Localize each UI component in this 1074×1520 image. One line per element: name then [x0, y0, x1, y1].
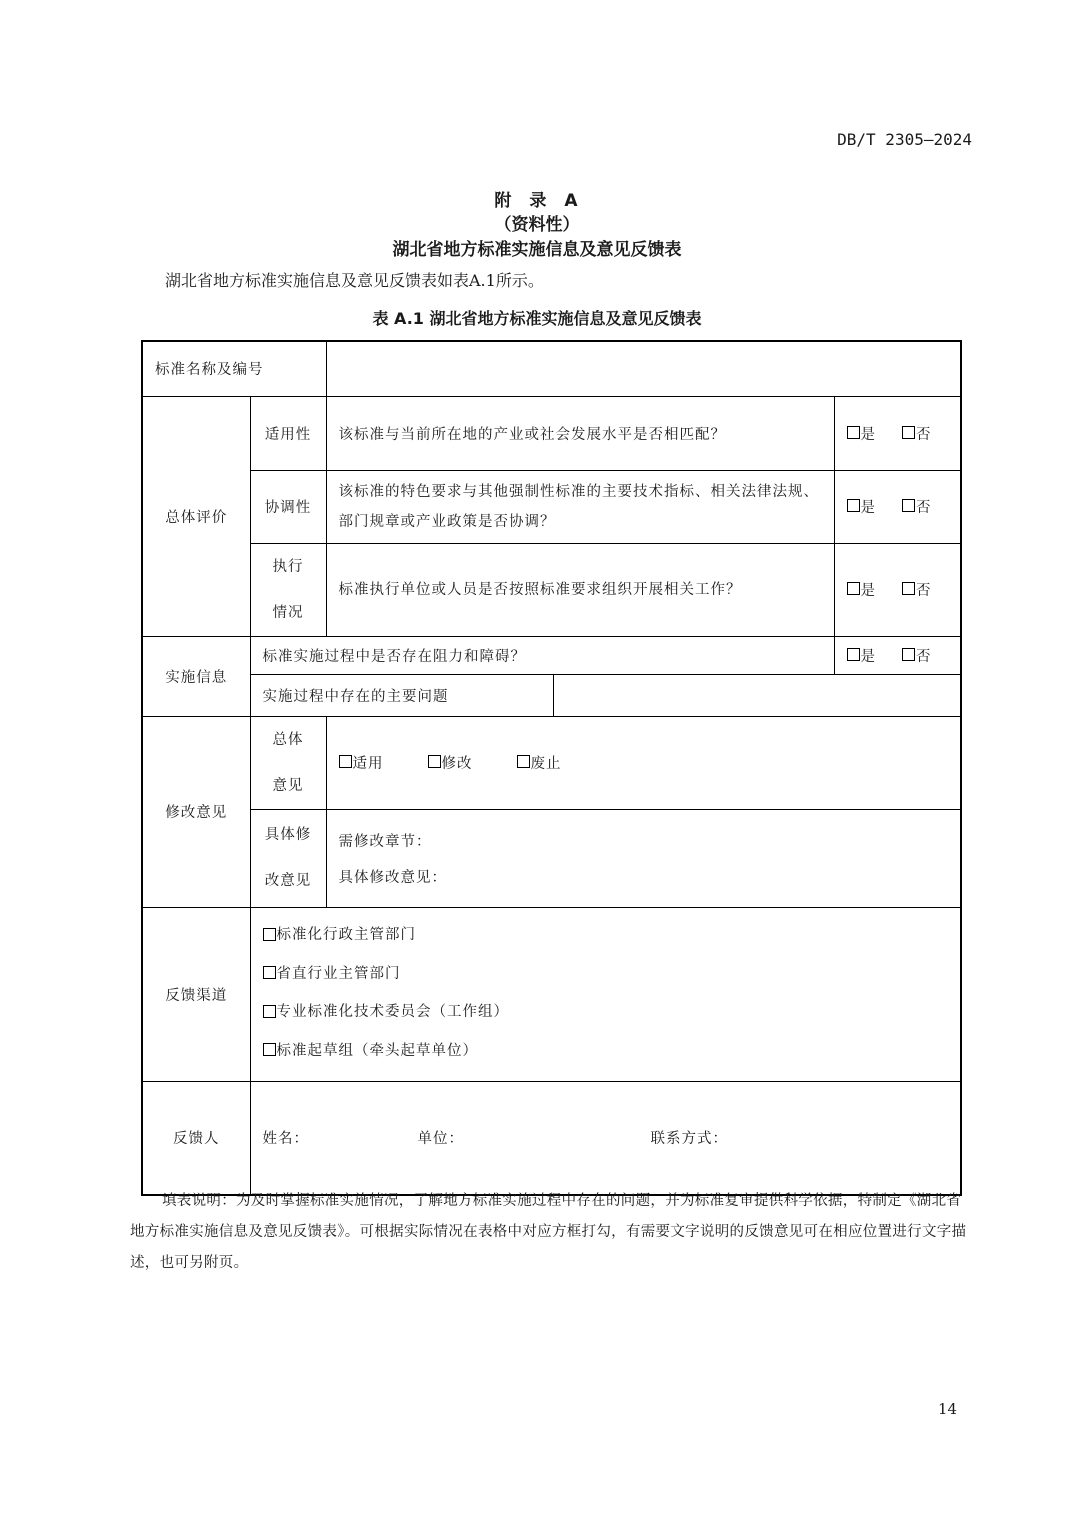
applicability-question: 该标准与当前所在地的产业或社会发展水平是否相匹配？ — [326, 396, 834, 470]
specific-opinion-field[interactable]: 需修改章节： 具体修改意见： — [326, 809, 961, 907]
no-checkbox[interactable]: 否 — [902, 579, 932, 600]
channel-option-checkbox[interactable]: 标准化行政主管部门 — [263, 917, 417, 953]
problems-field[interactable] — [553, 674, 961, 716]
contact-field-label[interactable]: 联系方式： — [650, 1131, 728, 1148]
overall-opinion-label: 总体 意见 — [250, 716, 326, 809]
annex-title-part: A — [564, 191, 580, 211]
checkbox-icon — [847, 499, 860, 512]
page-number: 14 — [938, 1400, 958, 1418]
checkbox-icon — [847, 648, 860, 661]
implementation-label: 实施信息 — [142, 636, 250, 716]
annex-title-part: 录 — [529, 191, 549, 211]
std-name-label: 标准名称及编号 — [142, 341, 326, 396]
channel-options — [250, 907, 961, 1081]
no-checkbox[interactable]: 否 — [902, 645, 932, 666]
implementation-question: 标准实施过程中是否存在阻力和障碍？ — [250, 636, 834, 674]
coordination-choices — [834, 470, 961, 543]
problems-label: 实施过程中存在的主要问题 — [250, 674, 553, 716]
checkbox-icon — [428, 755, 441, 768]
checkbox-icon — [902, 582, 915, 595]
channel-option-checkbox[interactable]: 标准起草组（牵头起草单位） — [263, 1033, 479, 1069]
checkbox-icon — [263, 1043, 276, 1056]
option-applicable-checkbox[interactable]: 适用 — [339, 752, 384, 773]
execution-question: 标准执行单位或人员是否按照标准要求组织开展相关工作？ — [326, 543, 834, 636]
applicability-choices — [834, 396, 961, 470]
checkbox-icon — [902, 499, 915, 512]
document-code: DB/T 2305—2024 — [837, 130, 972, 149]
channel-option-checkbox[interactable]: 专业标准化技术委员会（工作组） — [263, 994, 510, 1030]
intro-paragraph: 湖北省地方标准实施信息及意见反馈表如表A.1所示。 — [165, 271, 544, 290]
execution-label: 执行 情况 — [250, 543, 326, 636]
coordination-label: 协调性 — [250, 470, 326, 543]
option-abolish-checkbox[interactable]: 废止 — [517, 752, 562, 773]
specific-opinion-label: 具体修 改意见 — [250, 809, 326, 907]
applicability-label: 适用性 — [250, 396, 326, 470]
yes-checkbox[interactable]: 是 — [847, 423, 877, 444]
checkbox-icon — [902, 426, 915, 439]
feedback-form-table — [141, 340, 962, 1196]
yes-checkbox[interactable]: 是 — [847, 645, 877, 666]
unit-field-label[interactable]: 单位： — [417, 1131, 464, 1148]
checkbox-icon — [847, 582, 860, 595]
annex-subtitle: （资料性） — [494, 215, 580, 235]
annex-title-part: 附 — [494, 191, 514, 211]
option-modify-checkbox[interactable]: 修改 — [428, 752, 473, 773]
checkbox-icon — [339, 755, 352, 768]
feedback-person-fields — [250, 1081, 961, 1195]
checkbox-icon — [902, 648, 915, 661]
checkbox-icon — [263, 928, 276, 941]
channel-option-checkbox[interactable]: 省直行业主管部门 — [263, 956, 401, 992]
channel-label: 反馈渠道 — [142, 907, 250, 1081]
overall-opinion-options — [326, 716, 961, 809]
annex-title — [0, 186, 1074, 211]
yes-checkbox[interactable]: 是 — [847, 496, 877, 517]
yes-checkbox[interactable]: 是 — [847, 579, 877, 600]
checkbox-icon — [847, 426, 860, 439]
std-name-field[interactable] — [326, 341, 961, 396]
revision-label: 修改意见 — [142, 716, 250, 907]
name-field-label[interactable]: 姓名： — [262, 1131, 309, 1148]
overall-eval-label: 总体评价 — [142, 396, 250, 636]
fill-instructions: 填表说明：为及时掌握标准实施情况，了解地方标准实施过程中存在的问题，并为标准复审提供科学依据，特制定《湖北省地方标准实施信息及意见反馈表》。可根据实际情况在表格中对应方框打勾，有需要文字说明的反馈意见可在相应位置进行文字描述，也可另附页。 — [130, 1193, 967, 1271]
no-checkbox[interactable]: 否 — [902, 423, 932, 444]
execution-choices — [834, 543, 961, 636]
implementation-choices — [834, 636, 961, 674]
checkbox-icon — [263, 1005, 276, 1018]
annex-name: 湖北省地方标准实施信息及意见反馈表 — [392, 240, 682, 260]
no-checkbox[interactable]: 否 — [902, 496, 932, 517]
checkbox-icon — [263, 966, 276, 979]
feedback-person-label: 反馈人 — [142, 1081, 250, 1195]
table-caption: 表 A.1 湖北省地方标准实施信息及意见反馈表 — [372, 309, 702, 328]
checkbox-icon — [517, 755, 530, 768]
coordination-question: 该标准的特色要求与其他强制性标准的主要技术指标、相关法律法规、部门规章或产业政策是否协调？ — [326, 470, 834, 543]
